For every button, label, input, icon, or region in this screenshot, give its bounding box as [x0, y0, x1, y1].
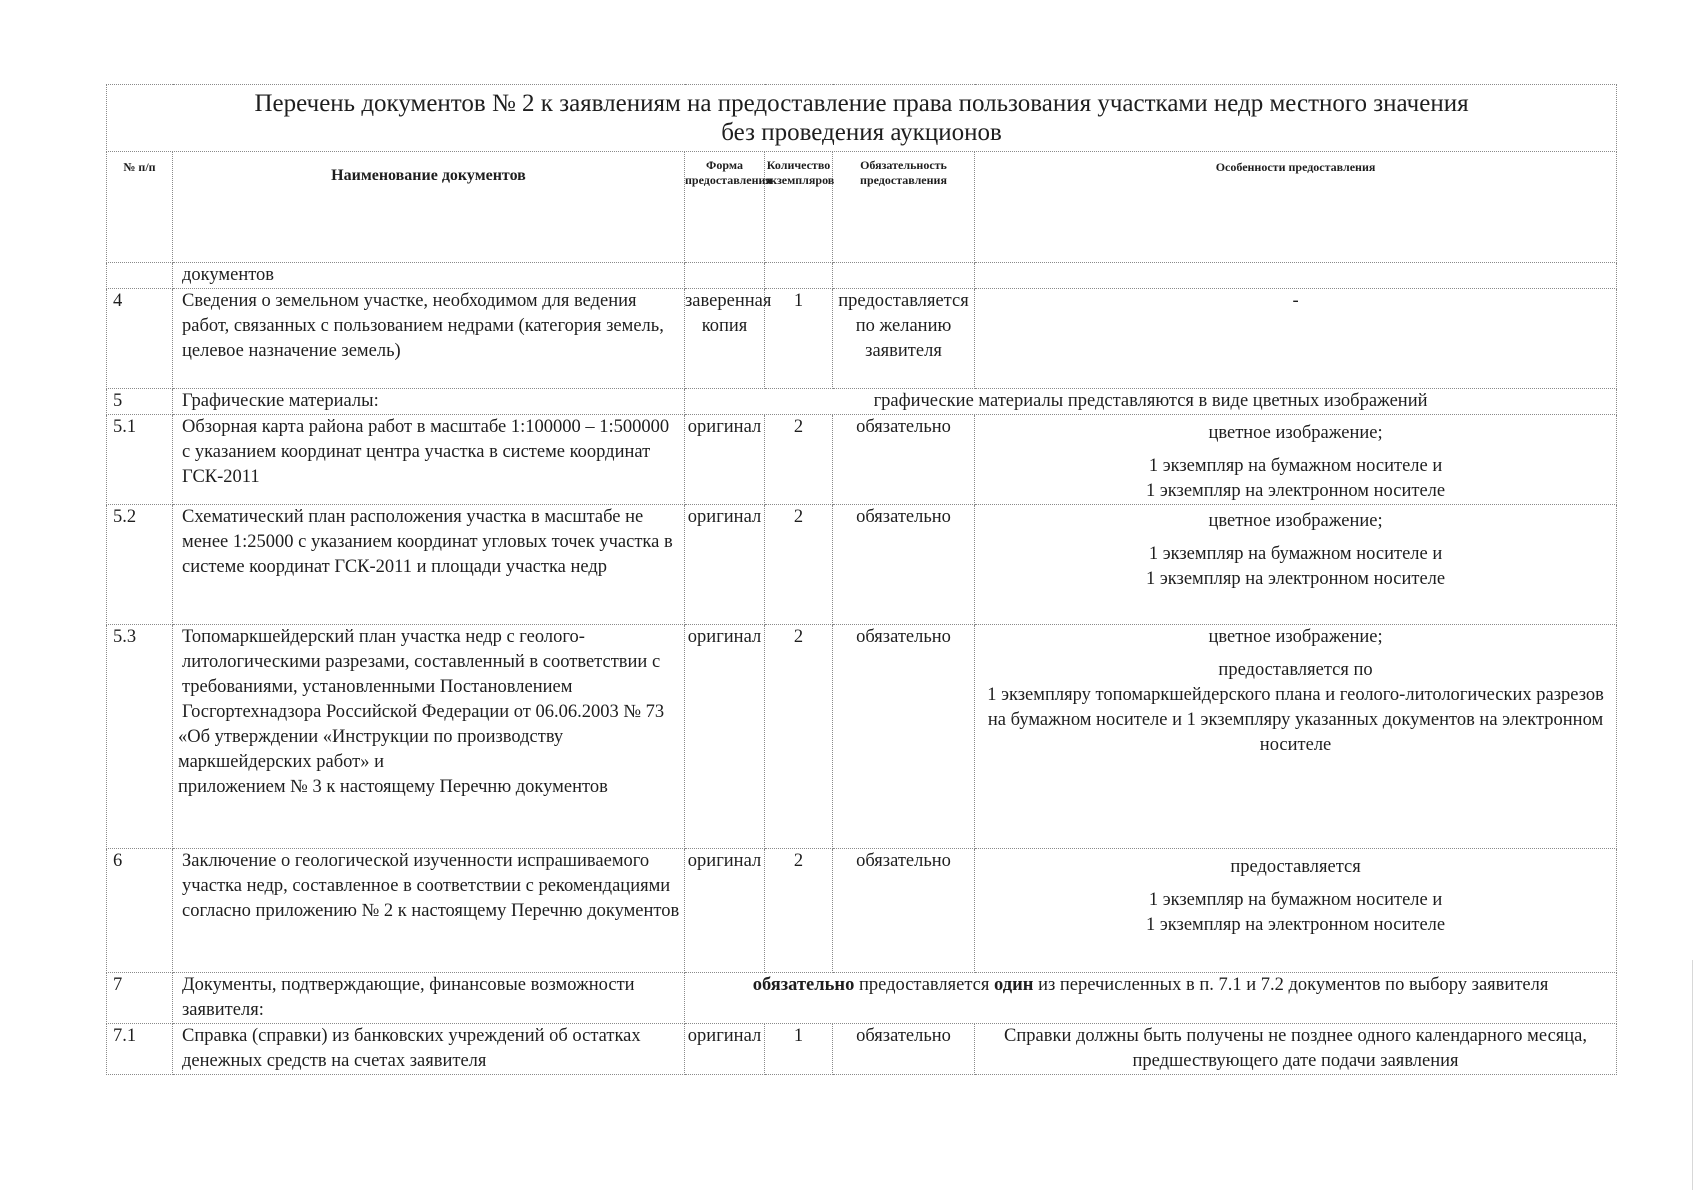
title-row — [107, 85, 1617, 152]
features-line-2: 1 экземпляр на бумажном носителе и — [1148, 456, 1443, 476]
table-row — [107, 973, 1617, 1024]
table-row — [107, 505, 1617, 625]
features-line-3: 1 экземпляр на электронном носителе — [1145, 915, 1446, 935]
features-line-3: 1 экземпляру топомаркшейдерского плана и геолого-литологических разрезов на бумажном носителе и 1 экземпляру указанных документов на электронном носителе — [987, 685, 1604, 755]
row-required: обязательно — [833, 415, 975, 505]
title-line-1: Перечень документов № 2 к заявлениям на предоставление права пользования участками недр местного значения — [254, 90, 1469, 117]
row-form: заверенная копия — [685, 289, 765, 389]
table-row — [107, 389, 1617, 415]
row-num: 7.1 — [107, 1024, 173, 1075]
row-name: Заключение о геологической изученности испрашиваемого участка недр, составленное в соответствии с рекомендациями согласно приложению № 2 к настоящему Перечню документов — [173, 849, 685, 973]
row-name-part-3: приложением № 3 к настоящему Перечню документов — [178, 777, 608, 797]
row-num: 5.3 — [107, 625, 173, 849]
header-num: № п/п — [107, 152, 173, 263]
row-qty: 2 — [765, 849, 833, 973]
row-required: обязательно — [833, 625, 975, 849]
row-features — [975, 415, 1617, 505]
row-form: оригинал — [685, 849, 765, 973]
row-name: Графические материалы: — [173, 389, 685, 415]
row-form: оригинал — [685, 415, 765, 505]
row-required: предоставляется по желанию заявителя — [833, 289, 975, 389]
table-row — [107, 849, 1617, 973]
row-span-note — [685, 973, 1617, 1024]
row-name-part-2: «Об утверждении «Инструкции по производству маркшейдерских работ» и — [178, 727, 564, 772]
row-qty: 2 — [765, 415, 833, 505]
header-required: Обязательность предоставления — [833, 152, 975, 263]
row-features — [975, 505, 1617, 625]
features-line-3: 1 экземпляр на электронном носителе — [1145, 569, 1446, 589]
row-qty: 1 — [765, 1024, 833, 1075]
row-num: 5.2 — [107, 505, 173, 625]
row-qty: 1 — [765, 289, 833, 389]
features-line-1: предоставляется — [1230, 857, 1361, 877]
row-required: обязательно — [833, 1024, 975, 1075]
page-title — [107, 85, 1617, 152]
features-line-2: предоставляется по — [1218, 660, 1373, 680]
row-num: 5.1 — [107, 415, 173, 505]
row-name — [173, 625, 685, 849]
title-line-2: без проведения аукционов — [721, 119, 1002, 146]
row-num: 7 — [107, 973, 173, 1024]
table-row — [107, 1024, 1617, 1075]
features-line-2: 1 экземпляр на бумажном носителе и — [1148, 544, 1443, 564]
row-qty: 2 — [765, 505, 833, 625]
header-features: Особенности предоставления — [975, 152, 1617, 263]
documents-table — [106, 84, 1617, 1075]
features-line-3: 1 экземпляр на электронном носителе — [1145, 481, 1446, 501]
features-line-1: цветное изображение; — [1208, 423, 1383, 443]
table-row — [107, 415, 1617, 505]
row-num: 5 — [107, 389, 173, 415]
row-features — [975, 849, 1617, 973]
row-form: оригинал — [685, 1024, 765, 1075]
row-name: Сведения о земельном участке, необходимом для ведения работ, связанных с пользованием недрами (категория земель, целевое назначение земель) — [173, 289, 685, 389]
table-row — [107, 289, 1617, 389]
span-text-mid: предоставляется — [854, 975, 995, 995]
span-bold-required: обязательно — [752, 975, 855, 995]
row-num: 4 — [107, 289, 173, 389]
features-line-2: 1 экземпляр на бумажном носителе и — [1148, 890, 1443, 910]
row-required: обязательно — [833, 505, 975, 625]
row-name: Обзорная карта района работ в масштабе 1:100000 – 1:500000 с указанием координат центра участка в системе координат ГСК-2011 — [173, 415, 685, 505]
table-row — [107, 263, 1617, 289]
row-name: Схематический план расположения участка в масштабе не менее 1:25000 с указанием координат угловых точек участка в системе координат ГСК-2011 и площади участка недр — [173, 505, 685, 625]
header-row — [107, 152, 1617, 263]
row-name: Справка (справки) из банковских учреждений об остатках денежных средств на счетах заявителя — [173, 1024, 685, 1075]
row-name: Документы, подтверждающие, финансовые возможности заявителя: — [173, 973, 685, 1024]
row-required: обязательно — [833, 849, 975, 973]
row-form: оригинал — [685, 625, 765, 849]
row-name: документов — [173, 263, 685, 289]
features-line-1: цветное изображение; — [1208, 627, 1383, 647]
header-form: Форма предоставления — [685, 152, 765, 263]
row-features: - — [975, 289, 1617, 389]
row-features — [975, 625, 1617, 849]
row-span-note: графические материалы представляются в виде цветных изображений — [685, 389, 1617, 415]
header-qty: Количество экземпляров — [765, 152, 833, 263]
row-features: Справки должны быть получены не позднее одного календарного месяца, предшествующего дате подачи заявления — [975, 1024, 1617, 1075]
header-name: Наименование документов — [173, 152, 685, 263]
features-line-1: цветное изображение; — [1208, 511, 1383, 531]
span-bold-one: один — [994, 975, 1034, 995]
row-form: оригинал — [685, 505, 765, 625]
table-row — [107, 625, 1617, 849]
row-num: 6 — [107, 849, 173, 973]
row-name-part-1: Топомаркшейдерский план участка недр с геолого-литологическими разрезами, составленный в соответствии с требованиями, установленными Постановлением Госгортехнадзора Российской Федерации от 06.06.2003 № 73 — [182, 627, 665, 722]
row-qty: 2 — [765, 625, 833, 849]
scan-artifact-line — [1692, 960, 1693, 1190]
span-text-tail: из перечисленных в п. 7.1 и 7.2 документов по выбору заявителя — [1033, 975, 1549, 995]
